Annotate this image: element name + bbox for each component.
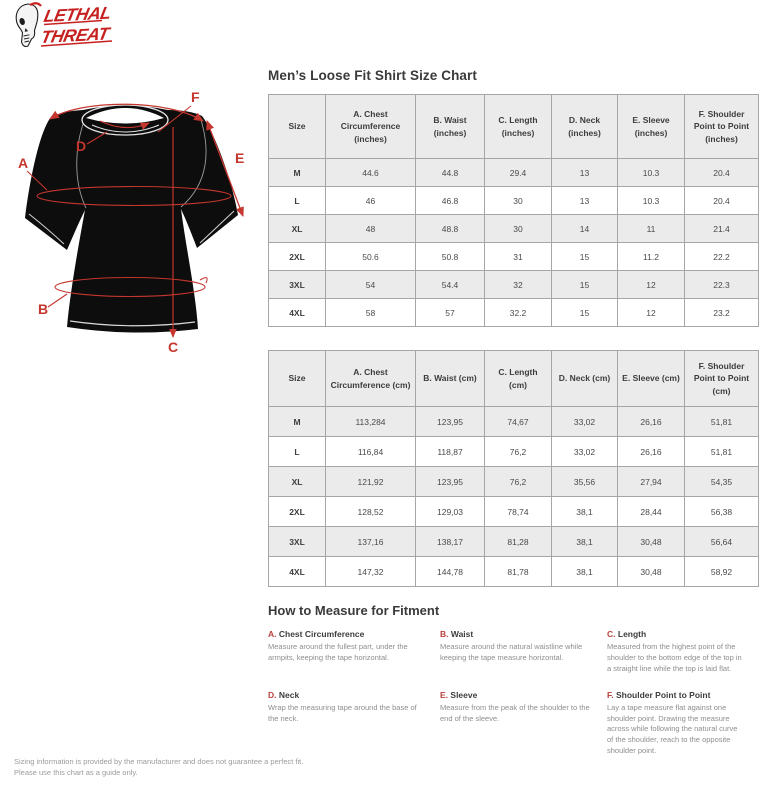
table-row: [269, 187, 759, 215]
column-header: B. Waist (cm): [416, 351, 485, 407]
column-header: C. Length (cm): [485, 351, 552, 407]
column-header: Size: [269, 95, 326, 159]
table-cell: 22.2: [685, 243, 759, 271]
column-header: F. Shoulder Point to Point (inches): [685, 95, 759, 159]
table-cell: 26,16: [618, 407, 685, 437]
table-cell: 147,32: [326, 557, 416, 587]
table-cell: 15: [552, 299, 618, 327]
table-cell: 13: [552, 159, 618, 187]
table-cell: 57: [416, 299, 485, 327]
skull-icon: [16, 3, 41, 46]
table-cell: 28,44: [618, 497, 685, 527]
table-row: [269, 497, 759, 527]
logo-text-line2: THREAT: [39, 23, 111, 47]
measure-heading: How to Measure for Fitment: [268, 603, 440, 618]
footer-line: Please use this chart as a guide only.: [14, 768, 138, 778]
table-cell: 129,03: [416, 497, 485, 527]
table-cell: 76,2: [485, 467, 552, 497]
table-cell: 14: [552, 215, 618, 243]
chart-content: [268, 68, 758, 757]
table-cell: 12: [618, 299, 685, 327]
table-cell: 32: [485, 271, 552, 299]
table-cell: 78,74: [485, 497, 552, 527]
table-cell: 38,1: [552, 527, 618, 557]
table-cell: 123,95: [416, 407, 485, 437]
table-cell: 30,48: [618, 557, 685, 587]
table-cell: 29.4: [485, 159, 552, 187]
table-cell: 81,78: [485, 557, 552, 587]
guide-item-letter: D.: [268, 689, 279, 700]
guide-item-letter: F.: [607, 689, 616, 700]
guide-item-title: C. Length: [607, 629, 647, 639]
table-cell: 22.3: [685, 271, 759, 299]
column-header: B. Waist (inches): [416, 95, 485, 159]
table-cell: 51,81: [685, 437, 759, 467]
table-cell: XL: [269, 215, 326, 243]
table-cell: L: [269, 437, 326, 467]
measure-guide-grid: [268, 629, 758, 757]
measure-guide-item: [607, 629, 758, 675]
table-cell: 48: [326, 215, 416, 243]
column-header: D. Neck (cm): [552, 351, 618, 407]
table-cell: 76,2: [485, 437, 552, 467]
table-cell: 44.8: [416, 159, 485, 187]
guide-item-description: Lay a tape measure flat against one shoulder point. Drawing the measure across while following the natural curve of the shoulder, reach to the opposite shoulder point.: [607, 702, 738, 756]
table-row: [269, 407, 759, 437]
table-cell: 50.6: [326, 243, 416, 271]
table-cell: 20.4: [685, 187, 759, 215]
column-header: F. Shoulder Point to Point (cm): [685, 351, 759, 407]
table-cell: 11.2: [618, 243, 685, 271]
guide-item-title: E. Sleeve: [440, 689, 478, 700]
table-cell: 144,78: [416, 557, 485, 587]
table-cell: 113,284: [326, 407, 416, 437]
measure-guide-item: [268, 629, 440, 675]
guide-item-description: Measured from the highest point of the shoulder to the bottom edge of the top in a straight line while the top is laid flat.: [607, 642, 742, 673]
guide-item-description: Measure around the natural waistline while keeping the tape measure horizontal.: [440, 642, 583, 662]
guide-item-letter: E.: [440, 689, 451, 700]
table-cell: 46: [326, 187, 416, 215]
guide-item-letter: A.: [268, 629, 279, 639]
table-cell: 23.2: [685, 299, 759, 327]
diagram-label-c: C: [168, 339, 179, 355]
table-cell: 48.8: [416, 215, 485, 243]
table-row: [269, 467, 759, 497]
table-cell: 32.2: [485, 299, 552, 327]
footer-disclaimer: [14, 756, 303, 779]
table-cell: 58: [326, 299, 416, 327]
table-cell: 35,56: [552, 467, 618, 497]
table-cell: 15: [552, 243, 618, 271]
guide-item-description: Measure around the fullest part, under the armpits, keeping the tape horizontal.: [268, 642, 408, 662]
guide-item-letter: B.: [440, 629, 451, 639]
measure-guide-item: [440, 690, 607, 757]
shirt-measure-diagram: [10, 88, 256, 362]
page-title: Men’s Loose Fit Shirt Size Chart: [268, 68, 477, 83]
guide-item-description: Measure from the peak of the shoulder to the end of the sleeve.: [440, 702, 590, 723]
column-header: E. Sleeve (inches): [618, 95, 685, 159]
table-row: [269, 271, 759, 299]
table-cell: 123,95: [416, 467, 485, 497]
table-cell: 30,48: [618, 527, 685, 557]
measure-guide-item: [440, 629, 607, 675]
table-cell: 20.4: [685, 159, 759, 187]
table-cell: 50.8: [416, 243, 485, 271]
table-cell: 33,02: [552, 437, 618, 467]
table-cell: 38,1: [552, 557, 618, 587]
table-cell: 54.4: [416, 271, 485, 299]
diagram-label-d: D: [76, 138, 87, 154]
table-row: [269, 437, 759, 467]
table-cell: 54,35: [685, 467, 759, 497]
guide-item-title: A. Chest Circumference: [268, 629, 365, 639]
table-cell: 81,28: [485, 527, 552, 557]
shirt-diagram-graphic: [10, 88, 256, 362]
tshirt-silhouette: [25, 105, 238, 333]
table-row: [269, 527, 759, 557]
table-cell: M: [269, 159, 326, 187]
column-header: Size: [269, 351, 326, 407]
table-cell: 116,84: [326, 437, 416, 467]
table-row: [269, 243, 759, 271]
logo-text-line1: LETHAL: [42, 2, 113, 26]
table-row: [269, 215, 759, 243]
table-cell: L: [269, 187, 326, 215]
table-row: [269, 299, 759, 327]
table-cell: M: [269, 407, 326, 437]
size-table-cm: [268, 350, 759, 587]
table-row: [269, 159, 759, 187]
size-table-inches: [268, 94, 759, 327]
table-cell: 74,67: [485, 407, 552, 437]
column-header: C. Length (inches): [485, 95, 552, 159]
column-header: E. Sleeve (cm): [618, 351, 685, 407]
guide-item-title: F. Shoulder Point to Point: [607, 689, 711, 700]
column-header: A. Chest Circumference (cm): [326, 351, 416, 407]
table-cell: 11: [618, 215, 685, 243]
table-cell: 10.3: [618, 159, 685, 187]
table-cell: 54: [326, 271, 416, 299]
table-cell: 121,92: [326, 467, 416, 497]
diagram-label-e: E: [235, 150, 245, 166]
column-header: A. Chest Circumference (inches): [326, 95, 416, 159]
table-cell: 15: [552, 271, 618, 299]
brand-logo: [14, 2, 124, 52]
measure-guide-item: [268, 690, 440, 757]
table-cell: 118,87: [416, 437, 485, 467]
table-cell: 27,94: [618, 467, 685, 497]
table-cell: 2XL: [269, 497, 326, 527]
table-cell: 56,38: [685, 497, 759, 527]
table-cell: 12: [618, 271, 685, 299]
table-cell: 33,02: [552, 407, 618, 437]
table-cell: 138,17: [416, 527, 485, 557]
measure-guide-item: [607, 690, 758, 757]
brand-logo-graphic: [14, 2, 124, 52]
table-cell: 4XL: [269, 557, 326, 587]
table-cell: 38,1: [552, 497, 618, 527]
diagram-label-b: B: [38, 301, 49, 317]
table-cell: XL: [269, 467, 326, 497]
column-header: D. Neck (inches): [552, 95, 618, 159]
table-cell: 30: [485, 215, 552, 243]
table-cell: 44.6: [326, 159, 416, 187]
guide-item-letter: C.: [607, 629, 618, 639]
diagram-label-a: A: [18, 155, 29, 171]
table-cell: 128,52: [326, 497, 416, 527]
footer-line: Sizing information is provided by the manufacturer and does not guarantee a perfect fit.: [14, 757, 304, 766]
guide-item-title: B. Waist: [440, 629, 474, 639]
table-cell: 51,81: [685, 407, 759, 437]
table-cell: 137,16: [326, 527, 416, 557]
table-cell: 3XL: [269, 271, 326, 299]
table-cell: 13: [552, 187, 618, 215]
table-cell: 4XL: [269, 299, 326, 327]
table-row: [269, 557, 759, 587]
diagram-label-f: F: [191, 89, 200, 105]
guide-item-title: D. Neck: [268, 689, 300, 700]
table-cell: 2XL: [269, 243, 326, 271]
table-cell: 30: [485, 187, 552, 215]
table-cell: 58,92: [685, 557, 759, 587]
table-cell: 3XL: [269, 527, 326, 557]
guide-item-description: Wrap the measuring tape around the base of the neck.: [268, 702, 417, 723]
table-cell: 31: [485, 243, 552, 271]
table-cell: 21.4: [685, 215, 759, 243]
table-cell: 26,16: [618, 437, 685, 467]
table-header-row: [269, 95, 759, 159]
table-cell: 10.3: [618, 187, 685, 215]
table-cell: 46.8: [416, 187, 485, 215]
table-header-row: [269, 351, 759, 407]
table-cell: 56,64: [685, 527, 759, 557]
